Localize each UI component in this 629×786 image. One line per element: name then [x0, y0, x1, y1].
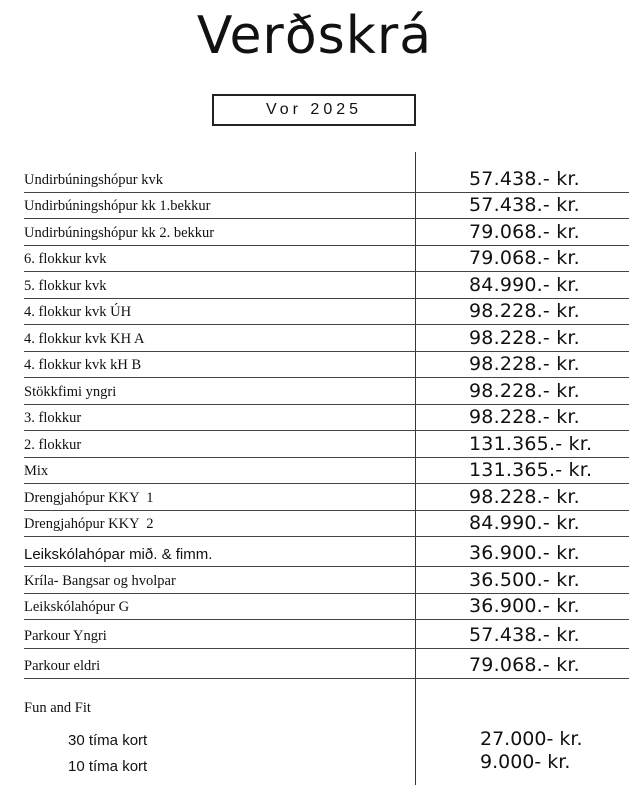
price-row: [24, 272, 629, 299]
price-row: [24, 352, 629, 379]
price-row: [24, 620, 629, 649]
group-price: 84.990.- kr.: [469, 273, 580, 296]
group-name: Parkour eldri: [24, 658, 101, 674]
group-name: 6. flokkur kvk: [24, 251, 107, 267]
card-name: 30 tíma kort: [68, 732, 148, 749]
group-price: 98.228.- kr.: [469, 406, 580, 428]
price-row: [24, 484, 629, 511]
group-name: 5. flokkur kvk: [24, 277, 107, 294]
group-price: 131.365.- kr.: [469, 432, 593, 455]
price-row: [24, 567, 629, 594]
group-price: 98.228.- kr.: [469, 326, 580, 349]
group-name: Leikskólahópur G: [24, 599, 130, 615]
price-row: [24, 594, 629, 621]
price-row: [24, 193, 629, 220]
season-label: Vor 2025: [212, 94, 416, 126]
group-price: 79.068.- kr.: [469, 220, 580, 243]
group-name: Stökkfimi yngri: [24, 383, 117, 400]
group-price: 57.438.- kr.: [469, 167, 580, 190]
price-row: [24, 537, 629, 567]
price-row: [24, 219, 629, 246]
price-row: [24, 405, 629, 432]
price-row: [24, 649, 629, 679]
group-name: Drengjahópur KKY 1: [24, 489, 154, 506]
group-name: Undirbúningshópur kk 1.bekkur: [24, 198, 211, 214]
price-row: [24, 166, 629, 193]
group-name: Parkour Yngri: [24, 628, 107, 644]
price-row: [24, 431, 629, 458]
group-price: 36.900.- kr.: [469, 595, 580, 617]
card-price: 9.000- kr.: [480, 751, 571, 773]
price-row: [24, 378, 629, 405]
price-row: [24, 299, 629, 326]
group-price: 36.500.- kr.: [469, 568, 580, 591]
price-row: [24, 246, 629, 273]
group-price: 98.228.- kr.: [469, 379, 580, 402]
group-name: 3. flokkur: [24, 410, 82, 426]
group-name: Drengjahópur KKY 2: [24, 516, 154, 532]
price-row: [24, 325, 629, 352]
group-price: 131.365.- kr.: [469, 459, 593, 481]
group-price: 79.068.- kr.: [469, 654, 580, 676]
group-name: 2. flokkur: [24, 436, 82, 453]
price-row: [24, 458, 629, 485]
group-price: 84.990.- kr.: [469, 512, 580, 534]
card-price: 27.000- kr.: [480, 728, 583, 750]
group-name: 4. flokkur kvk KH A: [24, 330, 145, 347]
page-title: Verðskrá: [196, 6, 433, 66]
group-name: Kríla- Bangsar og hvolpar: [24, 572, 176, 589]
group-price: 98.228.- kr.: [469, 300, 580, 322]
price-table: [24, 166, 629, 679]
group-price: 57.438.- kr.: [469, 624, 580, 646]
group-name: Mix: [24, 463, 49, 479]
fun-and-fit-heading: Fun and Fit: [24, 700, 91, 716]
group-name: Leikskólahópar mið. & fimm.: [24, 546, 213, 563]
group-price: 36.900.- kr.: [469, 542, 580, 564]
group-price: 98.228.- kr.: [469, 353, 580, 375]
group-name: 4. flokkur kvk ÚH: [24, 304, 132, 320]
card-name: 10 tíma kort: [68, 758, 148, 775]
group-price: 98.228.- kr.: [469, 485, 580, 508]
group-price: 57.438.- kr.: [469, 194, 580, 216]
group-name: 4. flokkur kvk kH B: [24, 357, 142, 373]
group-name: Undirbúningshópur kvk: [24, 171, 163, 188]
group-name: Undirbúningshópur kk 2. bekkur: [24, 224, 215, 241]
group-price: 79.068.- kr.: [469, 247, 580, 269]
price-row: [24, 511, 629, 538]
